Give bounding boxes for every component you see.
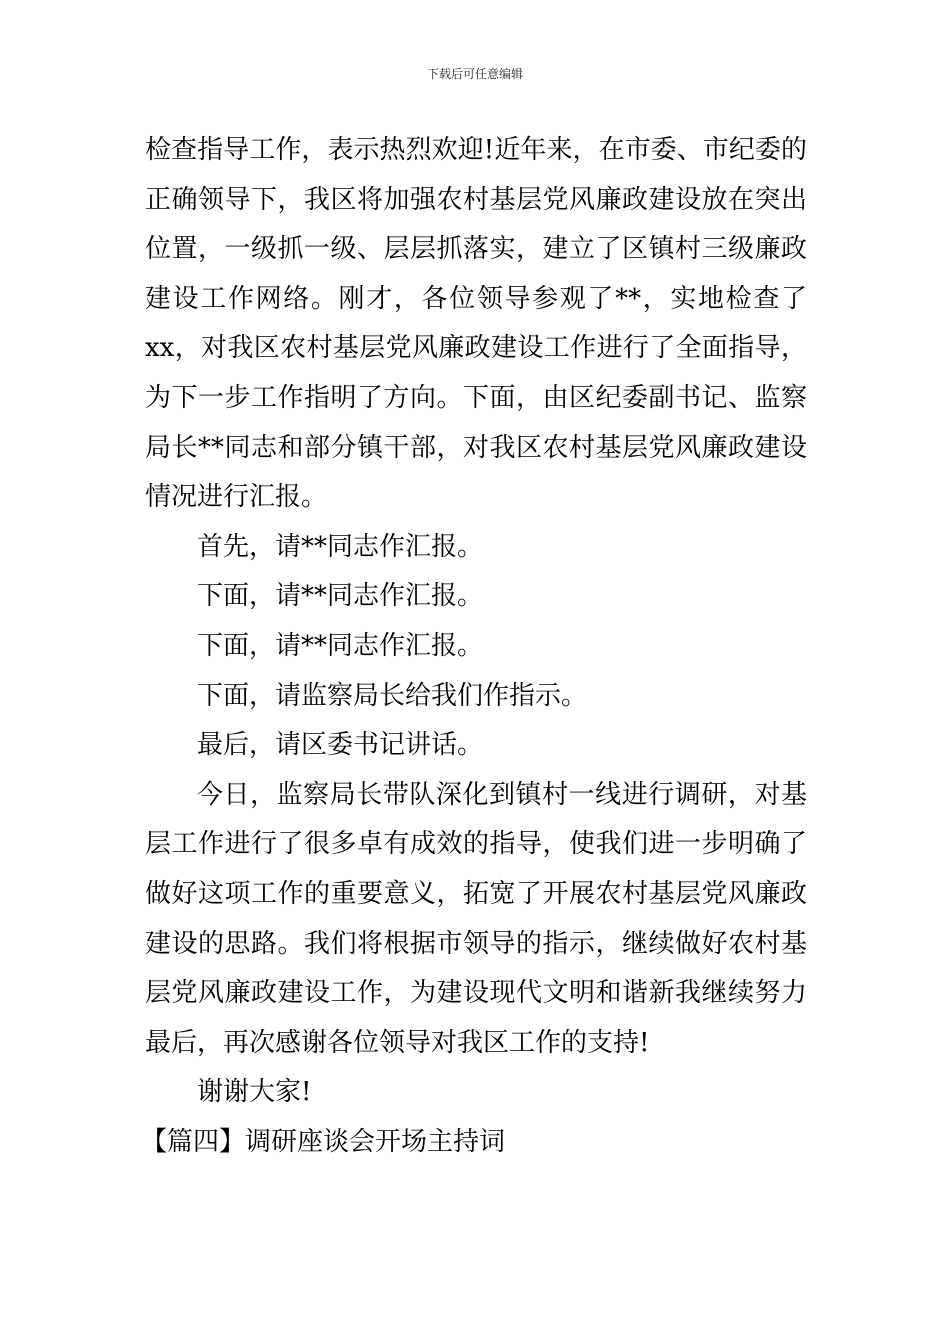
text-line: 做好这项工作的重要意义，拓宽了开展农村基层党风廉政 <box>145 878 807 909</box>
item-first-report: 首先，请**同志作汇报。 <box>197 531 484 562</box>
text-line: 层党风廉政建设工作，为建设现代文明和谐新我继续努力 <box>145 978 807 1009</box>
item-director-instruction: 下面，请监察局长给我们作指示。 <box>197 680 588 711</box>
text-line: 今日，监察局长带队深化到镇村一线进行调研，对基 <box>197 779 807 810</box>
text-line: 情况进行汇报。 <box>145 482 328 513</box>
text-line: 为下一步工作指明了方向。下面，由区纪委副书记、监察 <box>145 382 807 413</box>
section-heading: 【篇四】调研座谈会开场主持词 <box>141 1126 506 1157</box>
item-secretary-speech: 最后，请区委书记讲话。 <box>197 730 484 761</box>
header-note: 下载后可任意编辑 <box>426 67 523 81</box>
closing-thanks: 谢谢大家! <box>197 1077 312 1108</box>
item-second-report: 下面，请**同志作汇报。 <box>197 581 484 612</box>
item-third-report: 下面，请**同志作汇报。 <box>197 630 484 661</box>
text-line: 建设的思路。我们将根据市领导的指示，继续做好农村基 <box>145 928 807 959</box>
text-line: 建设工作网络。刚才，各位领导参观了**，实地检查了 <box>145 283 807 314</box>
text-line: xx，对我区农村基层党风廉政建设工作进行了全面指导， <box>145 333 807 364</box>
paragraph-welcome <box>145 126 807 523</box>
text-line: 正确领导下，我区将加强农村基层党风廉政建设放在突出 <box>145 184 807 215</box>
text-line: 位置，一级抓一级、层层抓落实，建立了区镇村三级廉政 <box>145 234 807 265</box>
text-line: 层工作进行了很多卓有成效的指导，使我们进一步明确了 <box>145 829 807 860</box>
text-line: 局长**同志和部分镇干部，对我区农村基层党风廉政建设 <box>145 432 807 463</box>
text-line: 最后，再次感谢各位领导对我区工作的支持! <box>145 1027 650 1058</box>
paragraph-summary <box>145 771 807 1069</box>
document-body <box>141 126 807 1167</box>
text-line: 检查指导工作，表示热烈欢迎!近年来，在市委、市纪委的 <box>145 135 807 165</box>
